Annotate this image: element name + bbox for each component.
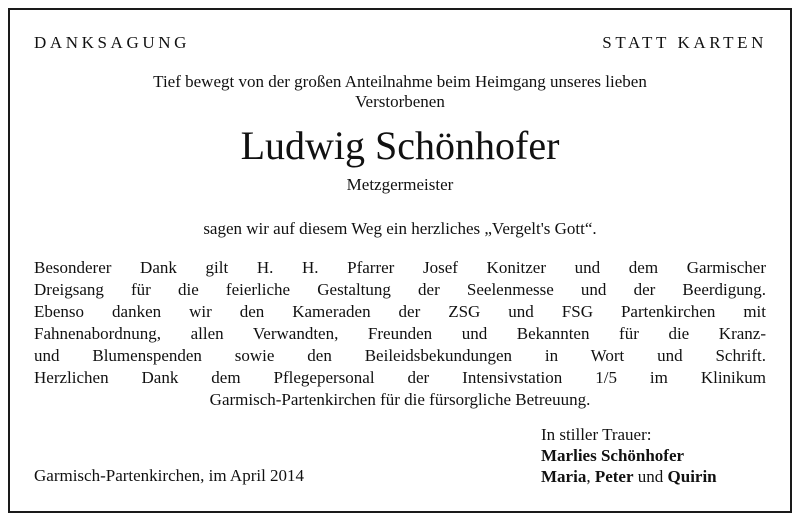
mourner-children: [541, 466, 717, 487]
body-line: Besonderer Dank gilt H. H. Pfarrer Josef Konitzer und dem Garmischer: [34, 258, 766, 277]
body-line: Fahnenabordnung, allen Verwandten, Freunden und Bekannten für die Kranz-: [34, 324, 766, 343]
mourner-name: Marlies Schönhofer: [541, 446, 685, 465]
name-separator: ,: [586, 467, 595, 486]
mourners-block: [541, 424, 717, 487]
deceased-profession: Metzgermeister: [346, 175, 454, 194]
acknowledgement-paragraph: [34, 257, 766, 411]
body-line: und Blumenspenden sowie den Beileidsbekundungen in Wort und Schrift.: [34, 346, 766, 365]
deceased-name: Ludwig Schönhofer: [240, 123, 560, 168]
mourners-intro: In stiller Trauer:: [541, 425, 652, 444]
mourner-name: Peter: [594, 467, 634, 486]
body-line: Herzlichen Dank dem Pflegepersonal der Intensivstation 1/5 im Klinikum: [34, 368, 766, 387]
thanks-line: sagen wir auf diesem Weg ein herzliches „Vergelt's Gott“.: [203, 219, 597, 238]
body-line: Ebenso danken wir den Kameraden der ZSG und FSG Partenkirchen mit: [34, 302, 766, 321]
intro-line: Tief bewegt von der großen Anteilnahme beim Heimgang unseres lieben: [153, 72, 647, 91]
intro-text: [40, 72, 760, 112]
notice-heading: DANKSAGUNG: [34, 33, 190, 52]
body-line: Garmisch-Partenkirchen für die fürsorgliche Betreuung.: [209, 390, 591, 409]
notice-subheading: STATT KARTEN: [602, 33, 767, 52]
mourner-name: Quirin: [667, 467, 717, 486]
body-line: Dreigsang für die feierliche Gestaltung der Seelenmesse und der Beerdigung.: [34, 280, 766, 299]
place-and-date: Garmisch-Partenkirchen, im April 2014: [34, 466, 305, 485]
name-separator: und: [633, 467, 668, 486]
mourner-name: Maria: [541, 467, 587, 486]
intro-line: Verstorbenen: [355, 92, 445, 111]
